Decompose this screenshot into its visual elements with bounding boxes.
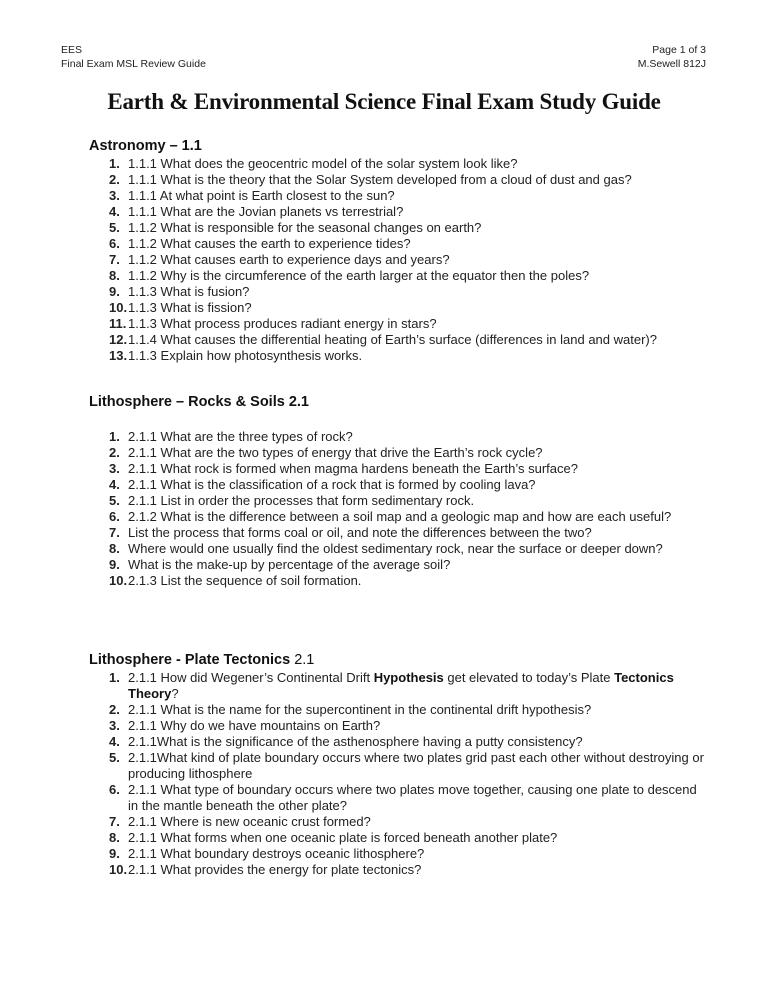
item-text: Where would one usually find the oldest sedimentary rock, near the surface or deeper down? xyxy=(128,541,663,556)
section-heading-text: Astronomy – 1.1 xyxy=(89,138,202,154)
header-course: EES xyxy=(61,44,83,56)
item-number: 5. xyxy=(109,750,120,765)
item-text: 1.1.1 What does the geocentric model of the solar system look like? xyxy=(128,156,518,171)
section-heading-text: Lithosphere – Rocks & Soils 2.1 xyxy=(89,394,309,410)
list-item xyxy=(0,236,768,252)
list-item xyxy=(0,268,768,284)
section-heading-rocks-soils xyxy=(89,394,309,410)
item-text xyxy=(128,670,708,702)
item-number: 4. xyxy=(109,734,120,749)
list-item xyxy=(0,670,768,702)
item-text: List the process that forms coal or oil, and note the differences between the two? xyxy=(128,525,592,540)
item-number: 4. xyxy=(109,204,120,219)
list-item xyxy=(0,461,768,477)
item-number: 8. xyxy=(109,541,120,556)
item-text-part: ? xyxy=(171,686,179,701)
question-list-astronomy xyxy=(0,156,768,364)
question-list-rocks-soils xyxy=(0,429,768,589)
list-item xyxy=(0,284,768,300)
list-item xyxy=(0,204,768,220)
item-number: 9. xyxy=(109,557,120,572)
list-item xyxy=(0,172,768,188)
list-item xyxy=(0,252,768,268)
item-text-part: 2.1.1 How did Wegener’s Continental Drift xyxy=(128,670,374,685)
item-text: 2.1.1 Where is new oceanic crust formed? xyxy=(128,814,371,829)
item-number: 2. xyxy=(109,702,120,717)
item-text: 1.1.3 What is fusion? xyxy=(128,284,250,299)
item-number: 1. xyxy=(109,156,120,171)
item-text: 2.1.1 What is the classification of a rock that is formed by cooling lava? xyxy=(128,477,536,492)
item-number: 9. xyxy=(109,284,120,299)
header-author: M.Sewell 812J xyxy=(637,58,706,70)
list-item xyxy=(0,220,768,236)
item-text: 2.1.1What kind of plate boundary occurs where two plates grid past each other without destroying or producing lithosphere xyxy=(128,750,704,781)
item-number: 13. xyxy=(109,348,128,363)
list-item xyxy=(0,156,768,172)
page-title: Earth & Environmental Science Final Exam Study Guide xyxy=(107,89,661,114)
item-text: 2.1.2 What is the difference between a soil map and a geologic map and how are each useful? xyxy=(128,509,672,524)
item-number: 6. xyxy=(109,236,120,251)
list-item xyxy=(0,509,768,525)
item-text: 1.1.2 Why is the circumference of the earth larger at the equator then the poles? xyxy=(128,268,590,283)
list-item xyxy=(0,300,768,316)
list-item xyxy=(0,862,768,878)
item-number: 8. xyxy=(109,268,120,283)
emphasis-hypothesis: Hypothesis xyxy=(373,670,444,685)
header-page-number: Page 1 of 3 xyxy=(652,44,706,56)
item-text: 1.1.2 What causes the earth to experience tides? xyxy=(128,236,411,251)
item-number: 5. xyxy=(109,220,120,235)
list-item xyxy=(0,316,768,332)
item-number: 2. xyxy=(109,445,120,460)
item-number: 7. xyxy=(109,814,120,829)
item-number: 12. xyxy=(109,332,128,347)
list-item xyxy=(0,429,768,445)
section-heading-astronomy xyxy=(89,138,202,154)
item-number: 7. xyxy=(109,525,120,540)
item-text: 2.1.1 List in order the processes that form sedimentary rock. xyxy=(128,493,475,508)
item-text: 2.1.1 What provides the energy for plate tectonics? xyxy=(128,862,422,877)
item-text: 1.1.4 What causes the differential heating of Earth’s surface (differences in land and water)? xyxy=(128,332,657,347)
list-item xyxy=(0,332,768,348)
list-item xyxy=(0,477,768,493)
item-text: 2.1.1 What type of boundary occurs where two plates move together, causing one plate to descend in the mantle beneath the other plate? xyxy=(128,782,697,813)
item-text: 1.1.3 What is fission? xyxy=(128,300,252,315)
list-item xyxy=(0,445,768,461)
list-item xyxy=(0,348,768,364)
item-text: 1.1.3 Explain how photosynthesis works. xyxy=(128,348,363,363)
list-item xyxy=(0,718,768,734)
item-text: 1.1.3 What process produces radiant energy in stars? xyxy=(128,316,437,331)
item-number: 10. xyxy=(109,862,128,877)
item-number: 8. xyxy=(109,830,120,845)
item-number: 7. xyxy=(109,252,120,267)
header-doc-name: Final Exam MSL Review Guide xyxy=(61,58,206,70)
item-number: 3. xyxy=(109,718,120,733)
item-text: 2.1.1 Why do we have mountains on Earth? xyxy=(128,718,381,733)
item-number: 1. xyxy=(109,670,120,685)
item-number: 10. xyxy=(109,573,128,588)
header-left xyxy=(61,43,206,71)
item-text: 1.1.1 What is the theory that the Solar System developed from a cloud of dust and gas? xyxy=(128,172,632,187)
question-list-plate-tectonics xyxy=(0,670,768,878)
list-item xyxy=(0,846,768,862)
item-text: 1.1.1 At what point is Earth closest to the sun? xyxy=(128,188,395,203)
section-heading-plate-tectonics xyxy=(89,652,314,668)
list-item xyxy=(0,541,768,557)
item-number: 5. xyxy=(109,493,120,508)
list-item xyxy=(0,188,768,204)
list-item xyxy=(0,525,768,541)
item-text: 2.1.1 What rock is formed when magma hardens beneath the Earth’s surface? xyxy=(128,461,578,476)
item-text: What is the make-up by percentage of the average soil? xyxy=(128,557,451,572)
list-item xyxy=(0,734,768,750)
item-text: 2.1.1 What forms when one oceanic plate is forced beneath another plate? xyxy=(128,830,558,845)
list-item xyxy=(0,702,768,718)
list-item xyxy=(0,557,768,573)
item-text: 2.1.1 What are the two types of energy that drive the Earth’s rock cycle? xyxy=(128,445,543,460)
section-heading-text: Lithosphere - Plate Tectonics xyxy=(89,652,291,668)
item-text: 1.1.1 What are the Jovian planets vs terrestrial? xyxy=(128,204,404,219)
item-number: 3. xyxy=(109,188,120,203)
list-item xyxy=(0,814,768,830)
list-item xyxy=(0,573,768,589)
item-text: 2.1.1 What is the name for the supercontinent in the continental drift hypothesis? xyxy=(128,702,592,717)
item-number: 2. xyxy=(109,172,120,187)
section-heading-suffix: 2.1 xyxy=(290,652,315,668)
item-text: 2.1.3 List the sequence of soil formation. xyxy=(128,573,362,588)
item-text: 2.1.1What is the significance of the asthenosphere having a putty consistency? xyxy=(128,734,583,749)
list-item xyxy=(0,830,768,846)
item-number: 10. xyxy=(109,300,128,315)
item-number: 1. xyxy=(109,429,120,444)
item-text: 2.1.1 What are the three types of rock? xyxy=(128,429,353,444)
item-text: 1.1.2 What is responsible for the seasonal changes on earth? xyxy=(128,220,482,235)
emphasis-theory: Tectonics Theory xyxy=(128,670,674,701)
item-text: 2.1.1 What boundary destroys oceanic lithosphere? xyxy=(128,846,425,861)
header-right xyxy=(638,43,706,71)
item-number: 3. xyxy=(109,461,120,476)
item-number: 6. xyxy=(109,782,120,797)
item-number: 11. xyxy=(109,316,127,331)
list-item xyxy=(0,493,768,509)
list-item xyxy=(0,782,768,814)
item-text: 1.1.2 What causes earth to experience days and years? xyxy=(128,252,450,267)
item-number: 4. xyxy=(109,477,120,492)
list-item xyxy=(0,750,768,782)
item-number: 6. xyxy=(109,509,120,524)
item-text-part: get elevated to today’s Plate xyxy=(443,670,615,685)
item-number: 9. xyxy=(109,846,120,861)
